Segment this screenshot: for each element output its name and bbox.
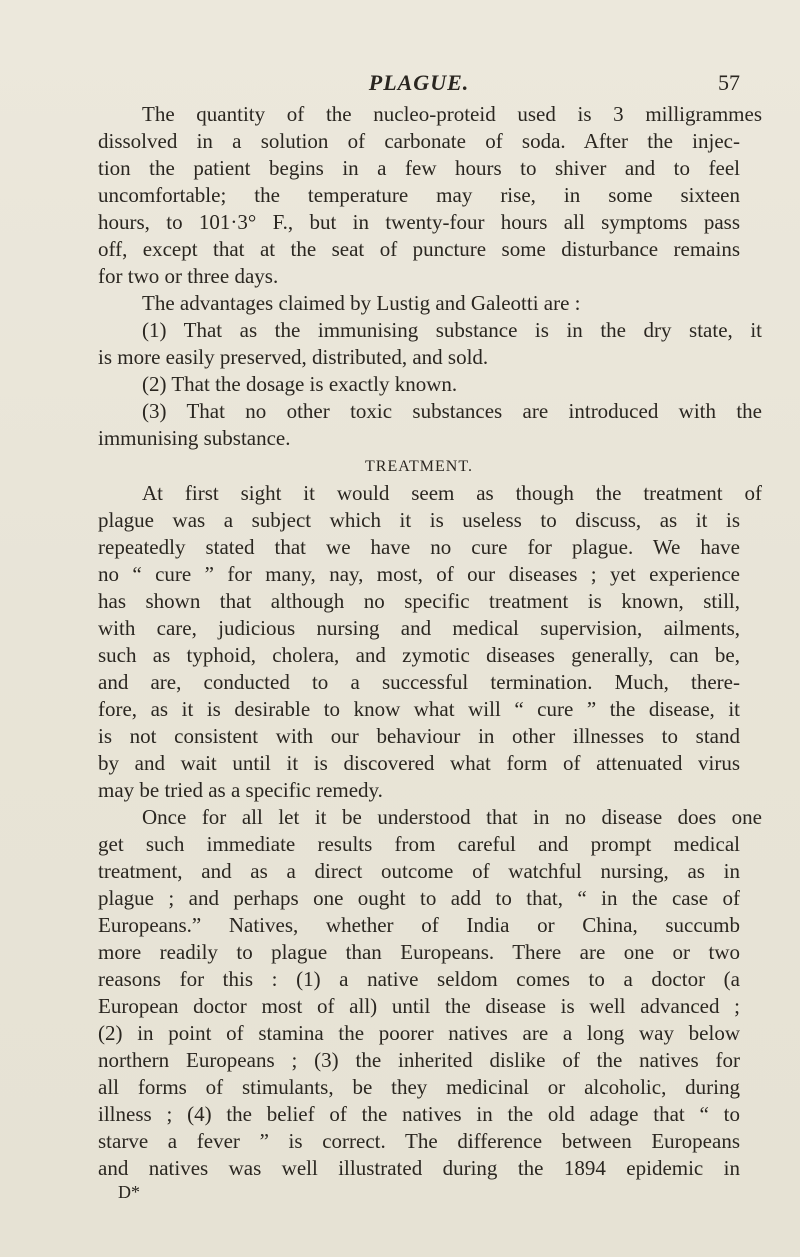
text-line: reasons for this : (1) a native seldom comes to a doctor (a xyxy=(98,967,740,991)
text-line: and natives was well illustrated during the 1894 epidemic in xyxy=(98,1156,740,1180)
running-head xyxy=(98,70,740,96)
text-line: northern Europeans ; (3) the inherited dislike of the natives for xyxy=(98,1048,740,1072)
text-line: fore, as it is desirable to know what will “ cure ” the disease, it xyxy=(98,697,740,721)
running-title: PLAGUE. xyxy=(368,70,470,95)
text-line: Once for all let it be understood that in no disease does one xyxy=(142,805,762,829)
text-line: (1) That as the immunising substance is in the dry state, it xyxy=(142,318,762,342)
text-line: repeatedly stated that we have no cure for plague. We have xyxy=(98,535,740,559)
text-line: by and wait until it is discovered what form of attenuated virus xyxy=(98,751,740,775)
text-line: treatment, and as a direct outcome of watchful nursing, as in xyxy=(98,859,740,883)
section-heading: TREATMENT. xyxy=(365,458,473,475)
text-line: with care, judicious nursing and medical supervision, ailments, xyxy=(98,616,740,640)
text-line: (2) That the dosage is exactly known. xyxy=(142,372,458,396)
text-line: may be tried as a specific remedy. xyxy=(98,778,383,802)
text-line: for two or three days. xyxy=(98,264,279,288)
text-line: such as typhoid, cholera, and zymotic diseases generally, can be, xyxy=(98,643,740,667)
text-line: hours, to 101·3° F., but in twenty-four hours all symptoms pass xyxy=(98,210,740,234)
page-number: 57 xyxy=(718,70,740,95)
text-line: uncomfortable; the temperature may rise, in some sixteen xyxy=(98,183,740,207)
text-line: illness ; (4) the belief of the natives in the old adage that “ to xyxy=(98,1102,740,1126)
text-line: and are, conducted to a successful termination. Much, there- xyxy=(98,670,740,694)
text-line: is more easily preserved, distributed, and sold. xyxy=(98,345,489,369)
text-line: is not consistent with our behaviour in other illnesses to stand xyxy=(98,724,740,748)
text-line: dissolved in a solution of carbonate of soda. After the injec- xyxy=(98,129,740,153)
text-line: get such immediate results from careful and prompt medical xyxy=(98,832,740,856)
text-line: plague was a subject which it is useless to discuss, as it is xyxy=(98,508,740,532)
signature-mark: D* xyxy=(118,1182,140,1202)
text-line: European doctor most of all) until the disease is well advanced ; xyxy=(98,994,740,1018)
text-line: starve a fever ” is correct. The difference between Europeans xyxy=(98,1129,740,1153)
text-line: (2) in point of stamina the poorer natives are a long way below xyxy=(98,1021,740,1045)
text-line: more readily to plague than Europeans. There are one or two xyxy=(98,940,740,964)
text-line: tion the patient begins in a few hours to shiver and to feel xyxy=(98,156,740,180)
text-line: off, except that at the seat of puncture some disturbance remains xyxy=(98,237,740,261)
text-line: (3) That no other toxic substances are introduced with the xyxy=(142,399,762,423)
text-line: immunising substance. xyxy=(98,426,291,450)
text-line: At first sight it would seem as though the treatment of xyxy=(142,481,762,505)
text-line: Europeans.” Natives, whether of India or China, succumb xyxy=(98,913,740,937)
text-line: has shown that although no specific treatment is known, still, xyxy=(98,589,740,613)
text-line: all forms of stimulants, be they medicinal or alcoholic, during xyxy=(98,1075,740,1099)
text-line: The quantity of the nucleo-proteid used is 3 milligrammes xyxy=(142,102,762,126)
text-line: plague ; and perhaps one ought to add to that, “ in the case of xyxy=(98,886,740,910)
text-line: no “ cure ” for many, nay, most, of our diseases ; yet experience xyxy=(98,562,740,586)
text-line: The advantages claimed by Lustig and Galeotti are : xyxy=(142,291,581,315)
